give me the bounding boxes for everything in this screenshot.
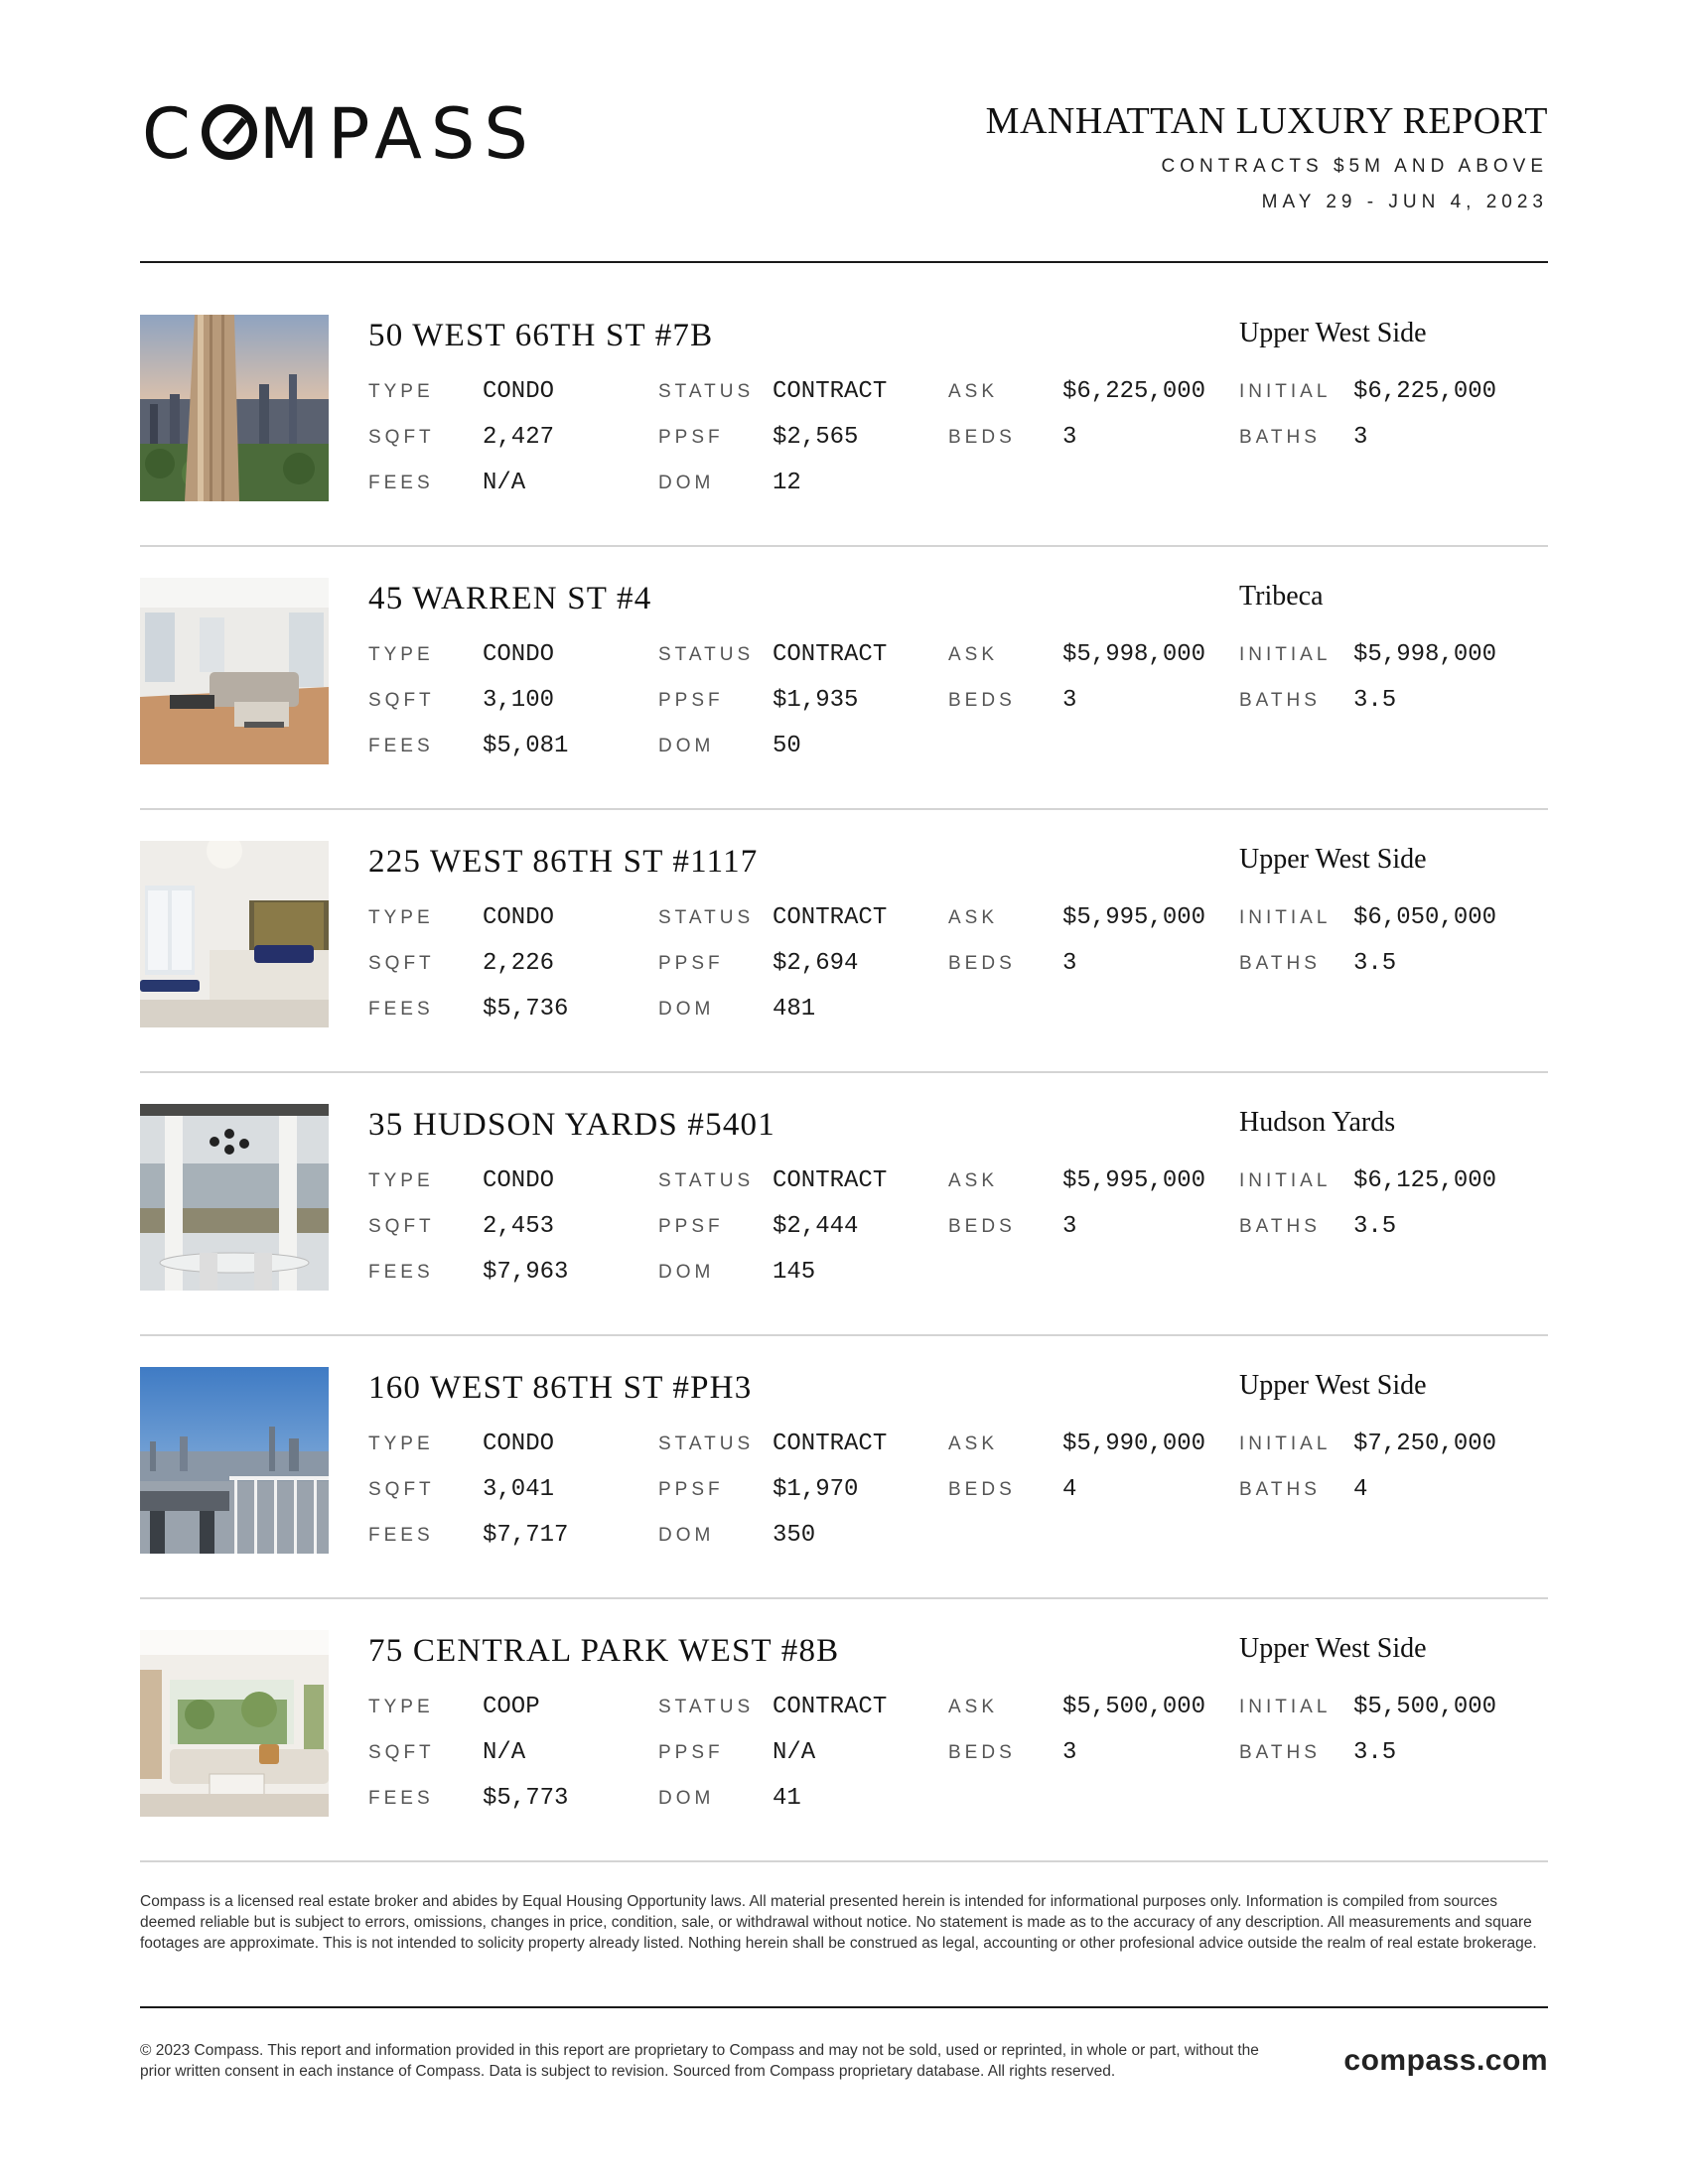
label-status: STATUS [658, 1170, 755, 1191]
listing-divider [140, 808, 1548, 810]
listing-card [140, 841, 1548, 1104]
listing-photo [140, 841, 329, 1027]
label-baths: BATHS [1239, 1216, 1321, 1237]
listing-card [140, 1367, 1548, 1630]
report-date-range: MAY 29 - JUN 4, 2023 [1261, 192, 1548, 212]
listing-address: 225 WEST 86TH ST #1117 [368, 844, 759, 880]
value-type: CONDO [483, 1431, 555, 1457]
label-ask: ASK [948, 644, 999, 665]
value-baths: 3 [1353, 424, 1368, 451]
label-dom: DOM [658, 1525, 715, 1546]
label-status: STATUS [658, 1433, 755, 1454]
value-ppsf: $1,935 [773, 687, 859, 714]
value-initial: $6,050,000 [1353, 904, 1497, 931]
value-dom: 145 [773, 1259, 816, 1286]
value-beds: 3 [1062, 424, 1077, 451]
label-ask: ASK [948, 381, 999, 402]
listing-divider [140, 545, 1548, 547]
listing-photo [140, 578, 329, 764]
listing-divider [140, 1071, 1548, 1073]
footer-divider [140, 2006, 1548, 2008]
value-baths: 3.5 [1353, 950, 1397, 977]
label-dom: DOM [658, 1262, 715, 1283]
value-status: CONTRACT [773, 1431, 888, 1457]
value-fees: $5,736 [483, 996, 569, 1023]
label-initial: INITIAL [1239, 644, 1332, 665]
value-ppsf: $2,565 [773, 424, 859, 451]
value-sqft: 3,041 [483, 1476, 555, 1503]
value-sqft: 2,427 [483, 424, 555, 451]
value-sqft: 2,226 [483, 950, 555, 977]
label-ppsf: PPSF [658, 690, 724, 711]
listing-neighborhood: Upper West Side [1239, 318, 1427, 348]
report-subtitle: CONTRACTS $5M AND ABOVE [1161, 156, 1548, 177]
label-type: TYPE [368, 1170, 434, 1191]
label-sqft: SQFT [368, 1479, 435, 1500]
label-beds: BEDS [948, 427, 1016, 448]
website-link[interactable]: compass.com [1343, 2044, 1548, 2077]
label-initial: INITIAL [1239, 907, 1332, 928]
value-ask: $5,500,000 [1062, 1694, 1206, 1720]
value-baths: 3.5 [1353, 1213, 1397, 1240]
value-ask: $5,990,000 [1062, 1431, 1206, 1457]
label-baths: BATHS [1239, 427, 1321, 448]
value-fees: $5,773 [483, 1785, 569, 1812]
label-fees: FEES [368, 1262, 434, 1283]
value-type: CONDO [483, 1167, 555, 1194]
report-title: MANHATTAN LUXURY REPORT [985, 100, 1548, 142]
label-beds: BEDS [948, 1479, 1016, 1500]
label-fees: FEES [368, 736, 434, 756]
value-beds: 3 [1062, 950, 1077, 977]
value-fees: $7,963 [483, 1259, 569, 1286]
value-initial: $6,125,000 [1353, 1167, 1497, 1194]
value-fees: N/A [483, 470, 526, 496]
label-status: STATUS [658, 381, 755, 402]
listing-photo [140, 1104, 329, 1291]
listing-divider [140, 1597, 1548, 1599]
value-fees: $5,081 [483, 733, 569, 759]
value-fees: $7,717 [483, 1522, 569, 1549]
label-ask: ASK [948, 1433, 999, 1454]
value-sqft: 3,100 [483, 687, 555, 714]
logo-o-ring [202, 104, 257, 160]
label-ppsf: PPSF [658, 953, 724, 974]
label-type: TYPE [368, 1697, 434, 1717]
listing-card [140, 578, 1548, 841]
value-type: CONDO [483, 378, 555, 405]
listing-neighborhood: Upper West Side [1239, 844, 1427, 875]
label-ask: ASK [948, 907, 999, 928]
report-page [140, 0, 1548, 2184]
compass-logo [142, 93, 537, 175]
label-ppsf: PPSF [658, 1742, 724, 1763]
disclaimer-text: Compass is a licensed real estate broker and abides by Equal Housing Opportunity laws. All material presented herein is intended for informational purposes only. Information is compiled from sources deemed reliable but is subject to errors, omissions, changes in price, condition, sale, or withdrawal without notice. No statement is made as to the accuracy of any description. All measurements and square footages are approximate. This is not intended to solicity property already listed. Nothing herein shall be construed as legal, accounting or other profesional advice outside the realm of real estate brokerage. [140, 1893, 1537, 1952]
label-initial: INITIAL [1239, 381, 1332, 402]
value-baths: 3.5 [1353, 687, 1397, 714]
value-initial: $7,250,000 [1353, 1431, 1497, 1457]
value-dom: 12 [773, 470, 801, 496]
label-initial: INITIAL [1239, 1697, 1332, 1717]
label-fees: FEES [368, 473, 434, 493]
label-ask: ASK [948, 1170, 999, 1191]
label-status: STATUS [658, 1697, 755, 1717]
value-type: CONDO [483, 641, 555, 668]
label-sqft: SQFT [368, 953, 435, 974]
listing-card [140, 315, 1548, 578]
label-initial: INITIAL [1239, 1433, 1332, 1454]
value-status: CONTRACT [773, 904, 888, 931]
label-beds: BEDS [948, 953, 1016, 974]
value-sqft: 2,453 [483, 1213, 555, 1240]
listing-address: 50 WEST 66TH ST #7B [368, 318, 714, 353]
value-type: COOP [483, 1694, 540, 1720]
label-fees: FEES [368, 999, 434, 1020]
value-beds: 3 [1062, 1213, 1077, 1240]
label-dom: DOM [658, 473, 715, 493]
label-dom: DOM [658, 1788, 715, 1809]
listing-card [140, 1104, 1548, 1367]
label-status: STATUS [658, 644, 755, 665]
listing-address: 35 HUDSON YARDS #5401 [368, 1107, 775, 1143]
value-baths: 4 [1353, 1476, 1368, 1503]
label-ppsf: PPSF [658, 1479, 724, 1500]
label-dom: DOM [658, 999, 715, 1020]
value-ask: $5,998,000 [1062, 641, 1206, 668]
listing-divider [140, 1860, 1548, 1862]
label-baths: BATHS [1239, 690, 1321, 711]
value-dom: 41 [773, 1785, 801, 1812]
value-dom: 50 [773, 733, 801, 759]
listing-neighborhood: Upper West Side [1239, 1633, 1427, 1664]
listing-address: 75 CENTRAL PARK WEST #8B [368, 1633, 840, 1669]
listing-neighborhood: Upper West Side [1239, 1370, 1427, 1401]
value-ask: $5,995,000 [1062, 1167, 1206, 1194]
value-beds: 3 [1062, 1739, 1077, 1766]
value-initial: $6,225,000 [1353, 378, 1497, 405]
value-initial: $5,998,000 [1353, 641, 1497, 668]
logo-letters: C MPASS [142, 93, 537, 175]
label-beds: BEDS [948, 1742, 1016, 1763]
label-fees: FEES [368, 1788, 434, 1809]
value-type: CONDO [483, 904, 555, 931]
label-sqft: SQFT [368, 1742, 435, 1763]
value-status: CONTRACT [773, 1167, 888, 1194]
value-status: CONTRACT [773, 641, 888, 668]
value-beds: 4 [1062, 1476, 1077, 1503]
label-baths: BATHS [1239, 1742, 1321, 1763]
label-type: TYPE [368, 644, 434, 665]
value-ask: $6,225,000 [1062, 378, 1206, 405]
listing-address: 160 WEST 86TH ST #PH3 [368, 1370, 753, 1406]
label-ppsf: PPSF [658, 1216, 724, 1237]
copyright-text: © 2023 Compass. This report and information provided in this report are proprietary to Compass and may not be sold, used or reprinted, in whole or part, without the prior written consent in each instance of Compass. Data is subject to revision. Sourced from Compass proprietary database. All rights reserved. [140, 2042, 1259, 2080]
value-status: CONTRACT [773, 1694, 888, 1720]
value-dom: 481 [773, 996, 816, 1023]
label-sqft: SQFT [368, 1216, 435, 1237]
label-baths: BATHS [1239, 1479, 1321, 1500]
header-divider [140, 261, 1548, 263]
value-ppsf: $2,444 [773, 1213, 859, 1240]
label-baths: BATHS [1239, 953, 1321, 974]
label-type: TYPE [368, 907, 434, 928]
listing-neighborhood: Tribeca [1239, 581, 1324, 612]
value-baths: 3.5 [1353, 1739, 1397, 1766]
value-status: CONTRACT [773, 378, 888, 405]
value-initial: $5,500,000 [1353, 1694, 1497, 1720]
listing-address: 45 WARREN ST #4 [368, 581, 652, 616]
label-beds: BEDS [948, 690, 1016, 711]
value-ppsf: $2,694 [773, 950, 859, 977]
listing-photo [140, 1367, 329, 1554]
label-beds: BEDS [948, 1216, 1016, 1237]
value-ask: $5,995,000 [1062, 904, 1206, 931]
label-sqft: SQFT [368, 427, 435, 448]
label-sqft: SQFT [368, 690, 435, 711]
listing-neighborhood: Hudson Yards [1239, 1107, 1396, 1138]
label-type: TYPE [368, 381, 434, 402]
value-beds: 3 [1062, 687, 1077, 714]
label-status: STATUS [658, 907, 755, 928]
listing-divider [140, 1334, 1548, 1336]
value-sqft: N/A [483, 1739, 526, 1766]
value-ppsf: $1,970 [773, 1476, 859, 1503]
label-dom: DOM [658, 736, 715, 756]
label-type: TYPE [368, 1433, 434, 1454]
label-initial: INITIAL [1239, 1170, 1332, 1191]
label-fees: FEES [368, 1525, 434, 1546]
value-dom: 350 [773, 1522, 816, 1549]
label-ask: ASK [948, 1697, 999, 1717]
value-ppsf: N/A [773, 1739, 816, 1766]
label-ppsf: PPSF [658, 427, 724, 448]
listing-photo [140, 315, 329, 501]
listing-card [140, 1630, 1548, 1893]
listing-photo [140, 1630, 329, 1817]
